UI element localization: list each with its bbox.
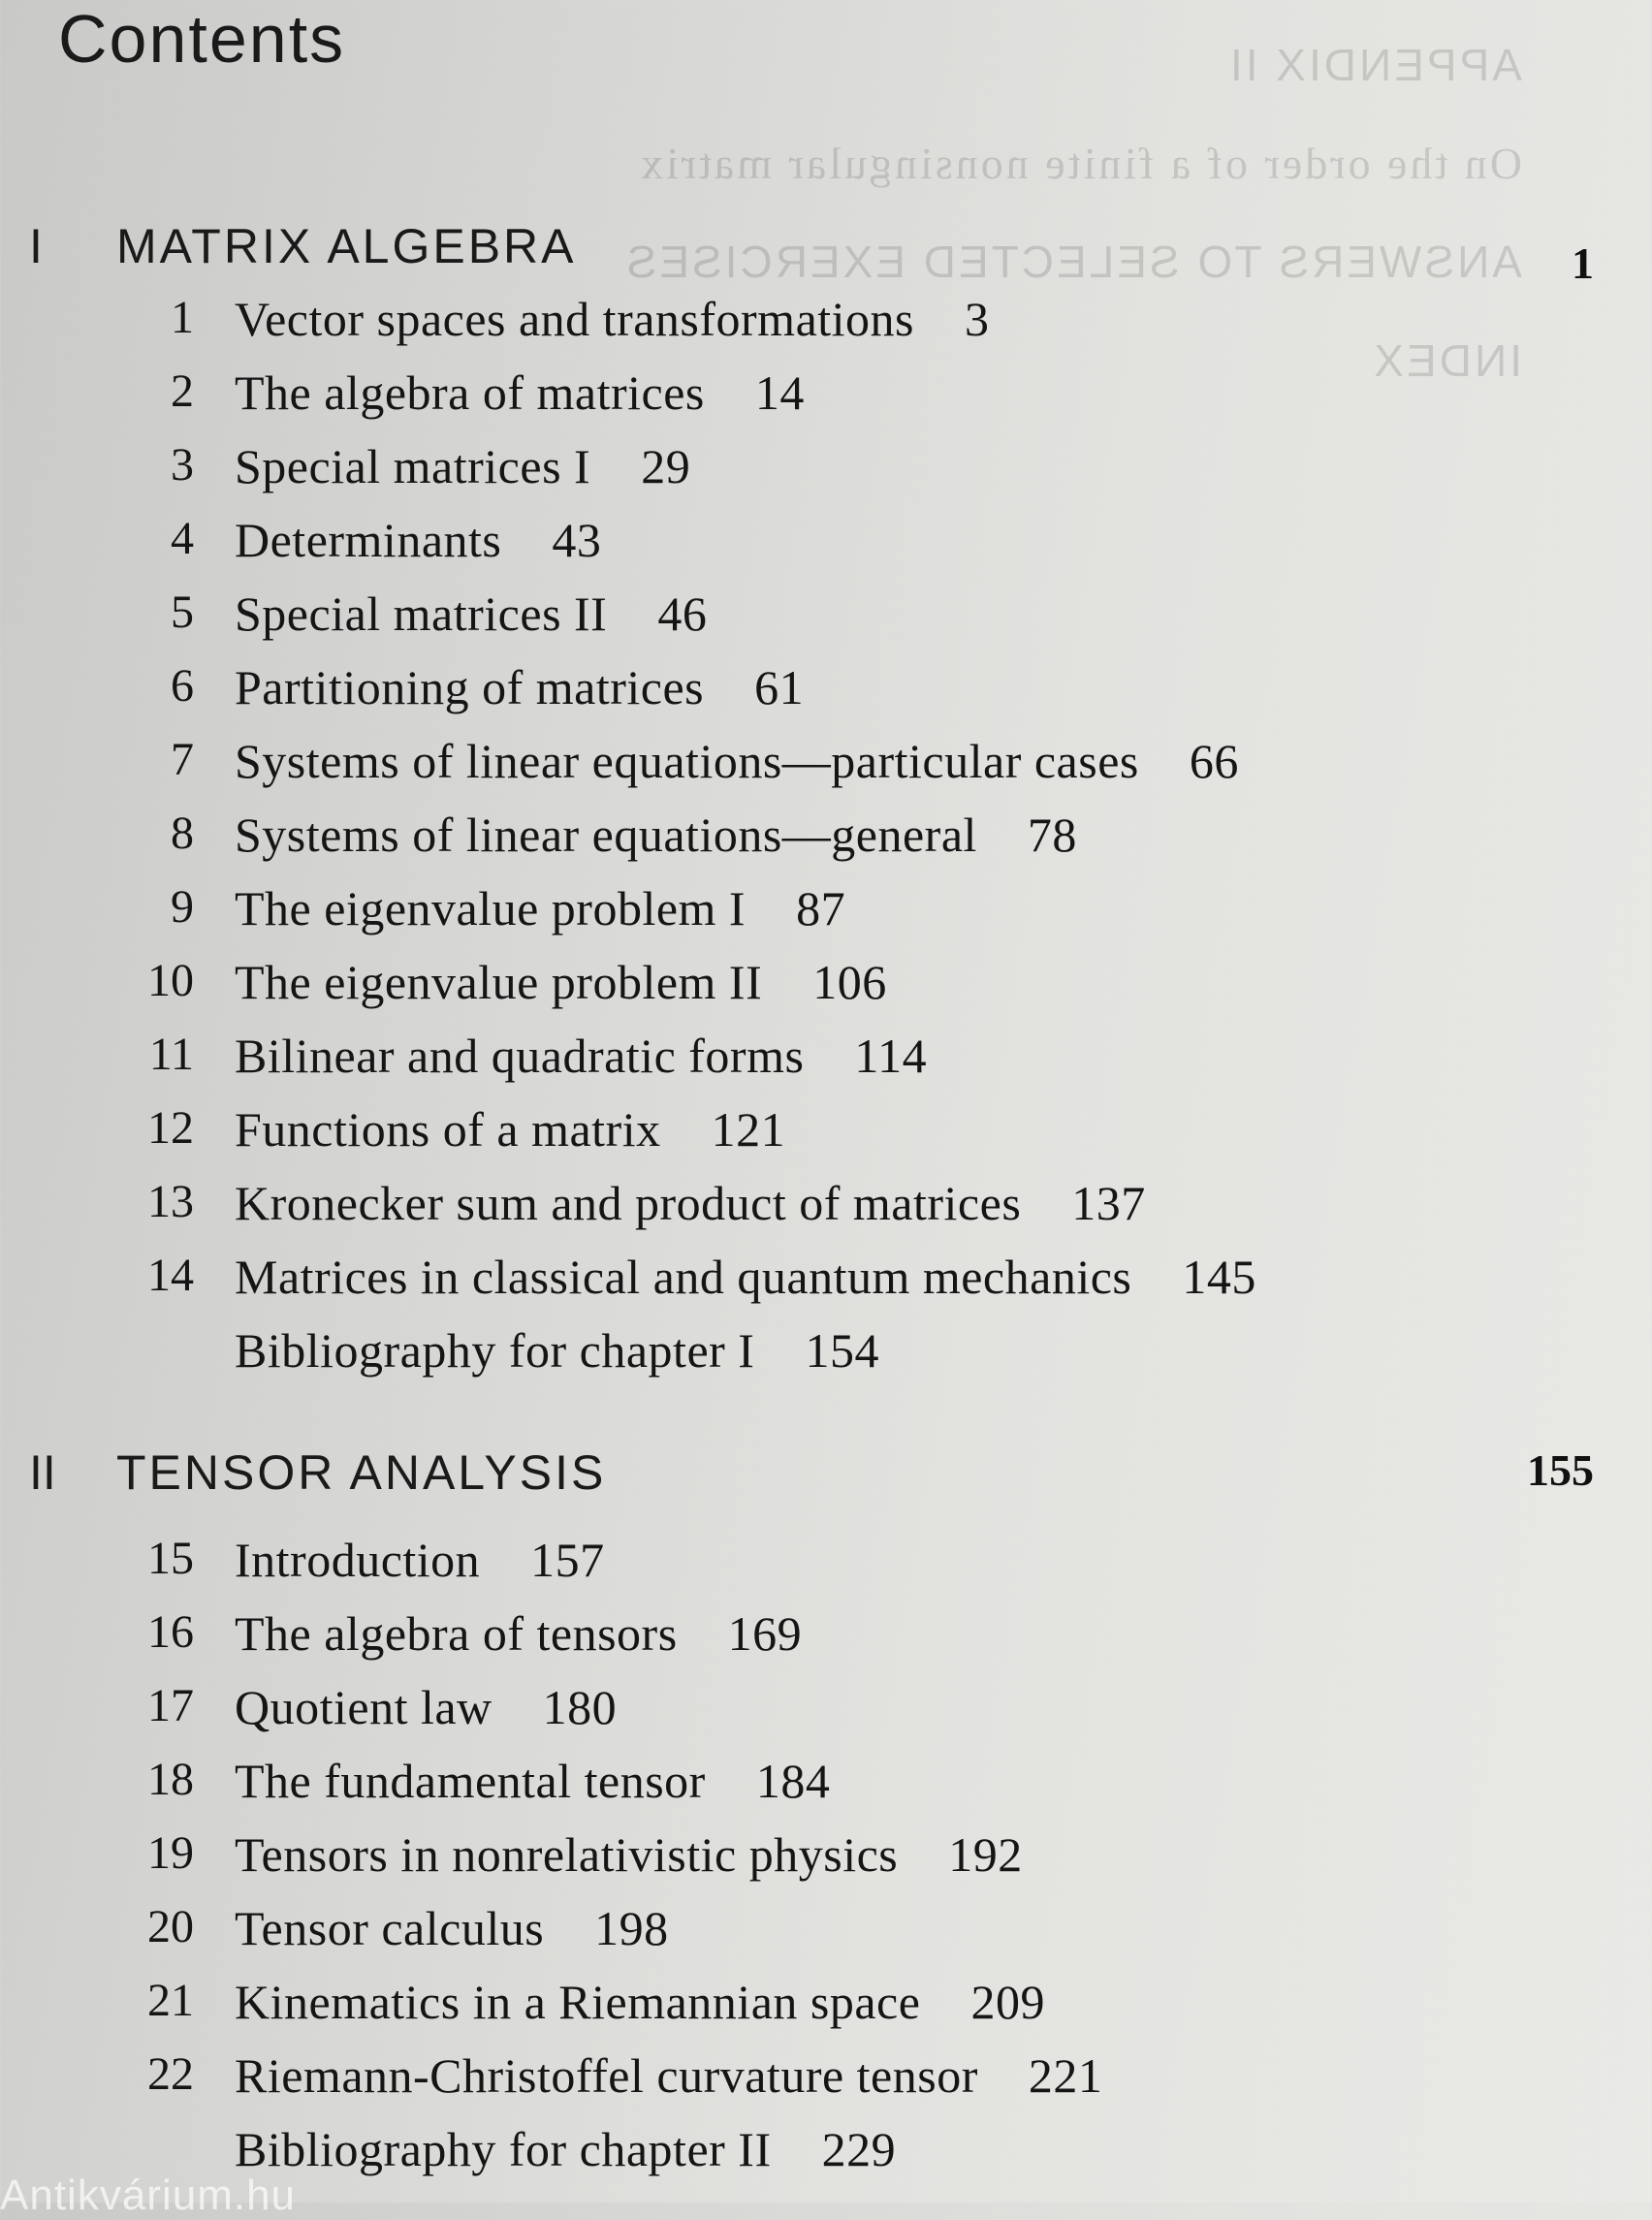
chapter-title [235,954,887,1010]
ghost-line: On the order of a finite nonsingular matrix [637,139,1522,188]
toc-entry [0,1826,1652,1900]
chapter-title-text: Special matrices II [235,587,608,641]
chapter-number: 5 [171,587,194,638]
chapter-title-text: Functions of a matrix [235,1102,661,1157]
part-heading [0,1444,1652,1503]
chapter-title [235,659,804,715]
chapter-number: 17 [147,1680,194,1731]
chapter-title-text: Quotient law [235,1680,492,1734]
chapter-title-text: Kronecker sum and product of matrices [235,1176,1022,1230]
chapter-number: 8 [171,808,194,859]
toc-entry [0,512,1652,586]
chapter-title [235,2047,1102,2104]
chapter-title-text: The algebra of tensors [235,1606,678,1661]
chapter-number: 10 [147,955,194,1006]
chapter-title [235,733,1239,789]
chapter-title [235,1532,605,1588]
chapter-page-number: 106 [812,955,887,1009]
chapter-title [235,807,1077,863]
chapter-page-number: 157 [530,1533,605,1587]
toc-entry [0,1532,1652,1605]
chapter-page-number: 121 [711,1102,786,1157]
chapter-title-text: Determinants [235,513,502,567]
chapter-title-text: Tensor calculus [235,1901,545,1955]
toc-entry [0,1249,1652,1322]
chapter-page-number: 43 [552,513,602,567]
ghost-line: ANSWERS TO SELECTED EXERCISES [623,237,1522,287]
chapter-title [235,2121,896,2177]
toc-entry [0,1900,1652,1974]
chapter-title [235,1605,802,1662]
chapter-title-text: Kinematics in a Riemannian space [235,1975,921,2029]
chapter-page-number: 114 [854,1029,928,1083]
chapter-list [0,291,1652,1396]
chapter-number: 3 [171,439,194,491]
toc-entry [0,733,1652,807]
chapter-title [235,1826,1023,1883]
chapter-title [235,1679,617,1735]
toc-entry [0,807,1652,880]
toc-entry [0,586,1652,659]
chapter-title [235,1101,785,1158]
chapter-number: 21 [147,1975,194,2026]
chapter-title [235,880,845,936]
chapter-number: 22 [147,2048,194,2100]
chapter-title [235,365,805,421]
chapter-page-number: 180 [542,1680,618,1734]
chapter-title-text: The algebra of matrices [235,365,705,420]
toc-entry [0,1974,1652,2047]
chapter-page-number: 29 [641,439,691,493]
chapter-title [235,512,601,568]
chapter-number: 2 [171,365,194,417]
chapter-page-number: 154 [805,1323,879,1378]
chapter-page-number: 198 [594,1901,669,1955]
watermark: Antikvárium.hu [0,2172,297,2219]
chapter-title [235,586,707,642]
chapter-number: 20 [147,1901,194,1952]
chapter-page-number: 192 [948,1827,1023,1882]
chapter-page-number: 169 [727,1606,803,1661]
chapter-title-text: Vector spaces and transformations [235,292,914,346]
chapter-number: 9 [171,881,194,933]
chapter-number: 13 [147,1176,194,1227]
toc-entry [0,2047,1652,2121]
chapter-number: 15 [147,1533,194,1584]
chapter-title-text: Bibliography for chapter II [235,2122,772,2176]
ghost-line: APPENDIX II [1227,40,1522,90]
toc-entry [0,954,1652,1028]
toc-entry [0,1679,1652,1753]
chapter-list [0,1532,1652,2195]
chapter-page-number: 137 [1071,1176,1146,1230]
chapter-number: 11 [148,1029,194,1080]
chapter-number: 4 [171,513,194,564]
chapter-title-text: Tensors in nonrelativistic physics [235,1827,899,1882]
ghost-line: INDEX [1371,335,1522,386]
toc-entry [0,1028,1652,1101]
chapter-page-number: 3 [965,292,990,346]
chapter-title [235,1028,927,1084]
chapter-title-text: The eigenvalue problem II [235,955,763,1009]
chapter-title [235,1900,669,1956]
chapter-title [235,1175,1146,1231]
chapter-title-text: The fundamental tensor [235,1754,706,1808]
chapter-number: 12 [147,1102,194,1154]
chapter-page-number: 66 [1189,734,1239,788]
toc-entry [0,1753,1652,1826]
chapter-page-number: 78 [1027,808,1077,862]
chapter-title-text: Special matrices I [235,439,591,493]
chapter-title-text: Introduction [235,1533,481,1587]
chapter-number: 7 [171,734,194,785]
part-title: MATRIX ALGEBRA [116,219,577,273]
toc-entry [0,1175,1652,1249]
chapter-title [235,1322,879,1379]
toc-entry [0,291,1652,365]
chapter-title-text: Bilinear and quadratic forms [235,1029,805,1083]
chapter-page-number: 184 [755,1754,831,1808]
chapter-title-text: Partitioning of matrices [235,660,705,714]
chapter-title [235,291,990,347]
chapter-title [235,438,690,494]
part-heading [0,218,1652,288]
chapter-page-number: 14 [754,365,805,420]
toc-entry [0,1101,1652,1175]
toc-entry [0,365,1652,438]
chapter-title-text: Matrices in classical and quantum mechanics [235,1250,1132,1304]
chapter-page-number: 87 [796,881,846,936]
chapter-title-text: The eigenvalue problem I [235,881,747,936]
chapter-title [235,1974,1045,2030]
chapter-number: 14 [147,1250,194,1301]
chapter-number: 6 [171,660,194,712]
page-title: Contents [58,1,346,77]
chapter-number: 1 [171,292,194,343]
chapter-title-text: Bibliography for chapter I [235,1323,755,1378]
part-title: TENSOR ANALYSIS [116,1445,607,1500]
chapter-title-text: Riemann-Christoffel curvature tensor [235,2048,978,2103]
chapter-title-text: Systems of linear equations—general [235,808,977,862]
chapter-title [235,1753,830,1809]
chapter-page-number: 221 [1028,2048,1103,2103]
part-page-number: 1 [1572,238,1594,288]
chapter-page-number: 61 [754,660,805,714]
chapter-number: 18 [147,1754,194,1805]
toc-entry [0,1605,1652,1679]
chapter-number: 16 [147,1606,194,1658]
chapter-page-number: 46 [657,587,708,641]
chapter-page-number: 209 [970,1975,1045,2029]
part-numeral: I [29,219,43,273]
chapter-title-text: Systems of linear equations—particular cases [235,734,1139,788]
part-page-number: 155 [1527,1445,1594,1495]
chapter-number: 19 [147,1827,194,1879]
toc-entry [0,1322,1652,1396]
part-numeral: II [29,1445,56,1500]
toc-entry [0,880,1652,954]
chapter-title [235,1249,1256,1305]
chapter-page-number: 145 [1182,1250,1256,1304]
chapter-page-number: 229 [821,2122,897,2176]
toc-entry [0,438,1652,512]
toc-entry [0,659,1652,733]
